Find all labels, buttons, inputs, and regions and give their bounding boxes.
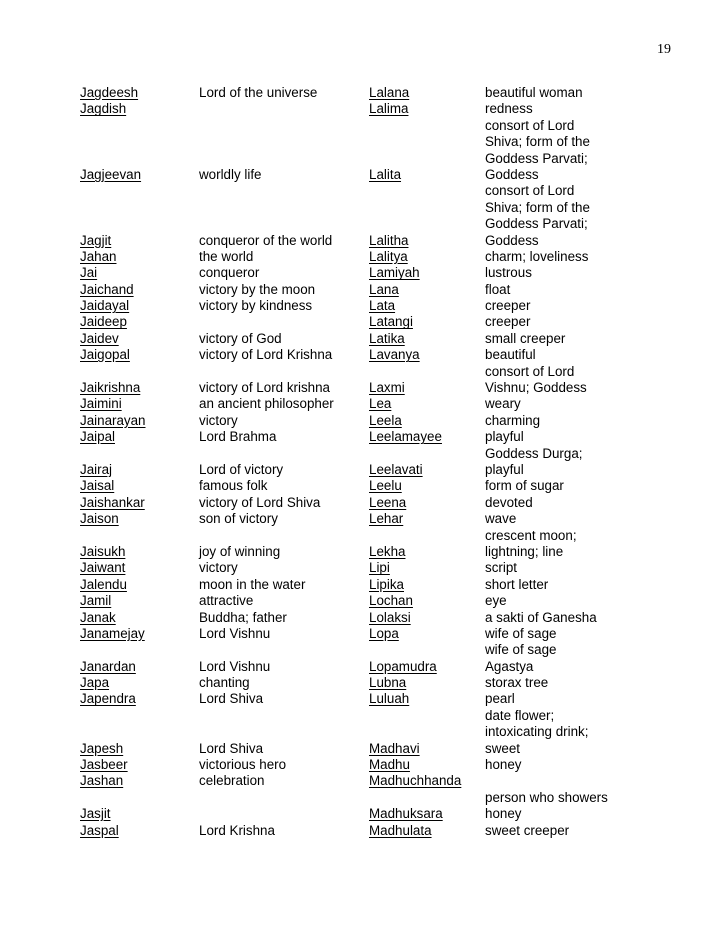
name-entry: Jaigopal	[80, 347, 130, 363]
name-entry: Laxmi	[369, 380, 405, 396]
meaning-entry	[199, 183, 334, 199]
meaning-entry: worldly life	[199, 166, 262, 182]
meaning-entry: Lord Shiva	[199, 740, 264, 756]
meaning-entry: the world	[199, 248, 254, 264]
meaning-entry	[199, 446, 334, 462]
name-entry: Jagjit	[80, 232, 112, 248]
meaning-entry	[199, 151, 334, 167]
name-entry	[80, 528, 146, 544]
meaning-entry: Shiva; form of the	[485, 134, 590, 150]
name-entry: Latangi	[369, 314, 413, 330]
meaning-entry: devoted	[485, 494, 533, 510]
meaning-column-right	[485, 85, 608, 839]
meaning-entry: weary	[485, 396, 521, 412]
name-entry: Jaidev	[80, 330, 119, 346]
name-entry: Lehar	[369, 511, 404, 527]
meaning-entry: son of victory	[199, 511, 278, 527]
name-entry: Jaichand	[80, 281, 134, 297]
name-entry: Lalitha	[369, 232, 409, 248]
name-entry: Madhulata	[369, 822, 432, 838]
name-entry: Leelamayee	[369, 429, 442, 445]
meaning-entry: celebration	[199, 773, 265, 789]
meaning-entry: charming	[485, 412, 541, 428]
name-entry: Lalita	[369, 166, 402, 182]
meaning-entry: lustrous	[485, 265, 532, 281]
name-entry: Lekha	[369, 543, 406, 559]
meaning-entry: consort of Lord	[485, 117, 575, 133]
name-entry	[369, 216, 461, 232]
name-entry: Lata	[369, 298, 396, 314]
meaning-entry: person who showers	[485, 789, 608, 805]
name-entry: Lipika	[369, 576, 404, 592]
meaning-entry: crescent moon;	[485, 527, 577, 543]
name-entry: Latika	[369, 330, 405, 346]
name-entry	[80, 183, 146, 199]
meaning-entry: Lord Vishnu	[199, 625, 271, 641]
meaning-entry: Agastya	[485, 658, 534, 674]
meaning-entry: victory by the moon	[199, 281, 316, 297]
name-entry	[80, 216, 146, 232]
meaning-entry: storax tree	[485, 675, 549, 691]
name-entry: Lubna	[369, 675, 407, 691]
name-entry: Lipi	[369, 560, 390, 576]
name-entry: Japa	[80, 675, 110, 691]
name-entry: Japendra	[80, 691, 136, 707]
meaning-entry: intoxicating drink;	[485, 724, 589, 740]
meaning-entry: creeper	[485, 298, 531, 314]
meaning-entry: Buddha; father	[199, 609, 287, 625]
meaning-entry: eye	[485, 593, 507, 609]
meaning-entry: float	[485, 281, 511, 297]
name-entry: Jaisukh	[80, 543, 126, 559]
name-entry	[80, 724, 146, 740]
name-entry: Lalana	[369, 85, 410, 100]
name-entry: Lolaksi	[369, 609, 411, 625]
name-entry: Jagjeevan	[80, 166, 142, 182]
name-entry: Jashan	[80, 773, 124, 789]
meaning-entry: Goddess	[485, 166, 539, 182]
meaning-entry: famous folk	[199, 478, 268, 494]
name-entry: Lalima	[369, 101, 409, 117]
name-entry: Janamejay	[80, 625, 145, 641]
name-entry: Jainarayan	[80, 412, 146, 428]
name-entry: Jaison	[80, 511, 119, 527]
name-entry	[369, 642, 461, 658]
name-entry	[80, 134, 146, 150]
meaning-entry: conqueror of the world	[199, 232, 333, 248]
meaning-entry: beautiful	[485, 347, 536, 363]
meaning-entry	[199, 364, 334, 380]
name-entry: Jaidayal	[80, 298, 130, 314]
meaning-entry: beautiful woman	[485, 85, 583, 100]
name-entry	[369, 724, 461, 740]
meaning-entry	[199, 642, 334, 658]
meaning-entry	[199, 806, 334, 822]
name-entry: Jalendu	[80, 576, 127, 592]
name-entry	[80, 200, 146, 216]
meaning-entry	[199, 724, 334, 740]
name-entry	[369, 118, 461, 134]
name-entry: Lochan	[369, 593, 413, 609]
meaning-column-left	[199, 85, 334, 839]
meaning-entry	[199, 528, 334, 544]
meaning-entry	[199, 134, 334, 150]
name-entry: Jasbeer	[80, 757, 128, 773]
meaning-entry: victory	[199, 560, 238, 576]
name-entry	[80, 790, 146, 806]
name-entry: Lana	[369, 281, 399, 297]
meaning-entry: consort of Lord	[485, 363, 575, 379]
meaning-entry: Shiva; form of the	[485, 199, 590, 215]
name-entry: Lopa	[369, 625, 399, 641]
meaning-entry: playful	[485, 429, 524, 445]
name-entry: Jaiwant	[80, 560, 126, 576]
name-entry	[369, 134, 461, 150]
meaning-entry: Lord Shiva	[199, 691, 264, 707]
name-entry: Jai	[80, 265, 98, 281]
meaning-entry: Lord Vishnu	[199, 658, 271, 674]
name-entry	[80, 151, 146, 167]
name-entry	[80, 446, 146, 462]
meaning-entry: sweet	[485, 740, 520, 756]
meaning-entry: victory of Lord krishna	[199, 380, 330, 396]
meaning-entry: victorious hero	[199, 757, 287, 773]
name-entry: Jairaj	[80, 461, 112, 477]
meaning-entry	[199, 200, 334, 216]
name-entry	[369, 528, 461, 544]
meaning-entry: chanting	[199, 675, 250, 691]
name-entry	[369, 708, 461, 724]
name-entry: Leela	[369, 412, 402, 428]
name-entry: Lamiyah	[369, 265, 420, 281]
meaning-entry: a sakti of Ganesha	[485, 609, 597, 625]
meaning-entry: conqueror	[199, 265, 260, 281]
meaning-entry: Lord Krishna	[199, 822, 275, 838]
name-entry: Janak	[80, 609, 116, 625]
name-entry: Leelu	[369, 478, 402, 494]
meaning-entry: victory of Lord Shiva	[199, 494, 321, 510]
meaning-entry: victory of Lord Krishna	[199, 347, 333, 363]
meaning-entry: Lord Brahma	[199, 429, 277, 445]
name-entry: Janardan	[80, 658, 136, 674]
meaning-entry: pearl	[485, 691, 515, 707]
name-entry: Luluah	[369, 691, 410, 707]
name-entry: Lavanya	[369, 347, 420, 363]
name-entry: Jagdeesh	[80, 85, 139, 100]
name-entry	[369, 200, 461, 216]
meaning-entry: victory of God	[199, 330, 282, 346]
name-entry: Lopamudra	[369, 658, 437, 674]
name-entry	[80, 708, 146, 724]
meaning-entry: creeper	[485, 314, 531, 330]
name-entry	[369, 790, 461, 806]
meaning-entry: moon in the water	[199, 576, 306, 592]
meaning-entry	[199, 216, 334, 232]
meaning-entry: honey	[485, 757, 522, 773]
meaning-entry: victory by kindness	[199, 298, 313, 314]
name-entry: Jahan	[80, 248, 117, 264]
name-entry: Lalitya	[369, 248, 408, 264]
name-entry: Jaipal	[80, 429, 115, 445]
meaning-entry: Goddess Parvati;	[485, 216, 588, 232]
name-entry	[80, 118, 146, 134]
meaning-entry: charm; loveliness	[485, 248, 589, 264]
meaning-entry: short letter	[485, 576, 549, 592]
meaning-entry: Lord of victory	[199, 461, 284, 477]
meaning-entry: sweet creeper	[485, 822, 570, 838]
name-entry: Jaikrishna	[80, 380, 141, 396]
meaning-entry: victory	[199, 412, 238, 428]
meaning-entry: lightning; line	[485, 543, 564, 559]
meaning-entry: small creeper	[485, 330, 566, 346]
meaning-entry: Goddess	[485, 232, 539, 248]
meaning-entry: redness	[485, 101, 533, 117]
meaning-entry: wife of sage	[485, 642, 557, 658]
name-entry: Madhuksara	[369, 806, 443, 822]
name-entry	[369, 364, 461, 380]
name-column-left	[80, 85, 146, 839]
name-entry: Leelavati	[369, 461, 423, 477]
page-number: 19	[657, 42, 671, 57]
meaning-entry: an ancient philosopher	[199, 396, 334, 412]
meaning-entry: joy of winning	[199, 543, 281, 559]
name-entry	[369, 183, 461, 199]
name-entry: Leena	[369, 494, 407, 510]
name-column-right	[369, 85, 461, 839]
meaning-entry: Goddess Parvati;	[485, 150, 588, 166]
meaning-entry	[485, 773, 608, 789]
name-entry: Jamil	[80, 593, 112, 609]
name-entry: Madhuchhanda	[369, 773, 462, 789]
name-entry: Jaideep	[80, 314, 127, 330]
meaning-entry: honey	[485, 806, 522, 822]
meaning-entry: script	[485, 560, 517, 576]
meaning-entry	[199, 708, 334, 724]
name-entry: Japesh	[80, 740, 124, 756]
name-entry	[80, 364, 146, 380]
meaning-entry: playful	[485, 461, 524, 477]
name-entry	[369, 446, 461, 462]
meaning-entry	[199, 101, 334, 117]
name-entry: Jagdish	[80, 101, 127, 117]
meaning-entry	[199, 790, 334, 806]
name-entry: Jaisal	[80, 478, 115, 494]
meaning-entry	[199, 118, 334, 134]
name-entry	[80, 642, 146, 658]
meaning-entry: Goddess Durga;	[485, 445, 583, 461]
name-entry: Lea	[369, 396, 392, 412]
meaning-entry: form of sugar	[485, 478, 564, 494]
meaning-entry: wife of sage	[485, 625, 557, 641]
meaning-entry	[199, 314, 334, 330]
name-entry: Jaishankar	[80, 494, 145, 510]
name-entry	[369, 151, 461, 167]
name-entry: Jasjit	[80, 806, 111, 822]
meaning-entry: Vishnu; Goddess	[485, 380, 587, 396]
name-entry: Madhavi	[369, 740, 420, 756]
meaning-entry: date flower;	[485, 707, 555, 723]
meaning-entry: consort of Lord	[485, 183, 575, 199]
name-entry: Jaimini	[80, 396, 122, 412]
meaning-entry: wave	[485, 511, 517, 527]
name-entry: Madhu	[369, 757, 410, 773]
name-entry: Jaspal	[80, 822, 119, 838]
meaning-entry: attractive	[199, 593, 254, 609]
meaning-entry: Lord of the universe	[199, 85, 318, 100]
